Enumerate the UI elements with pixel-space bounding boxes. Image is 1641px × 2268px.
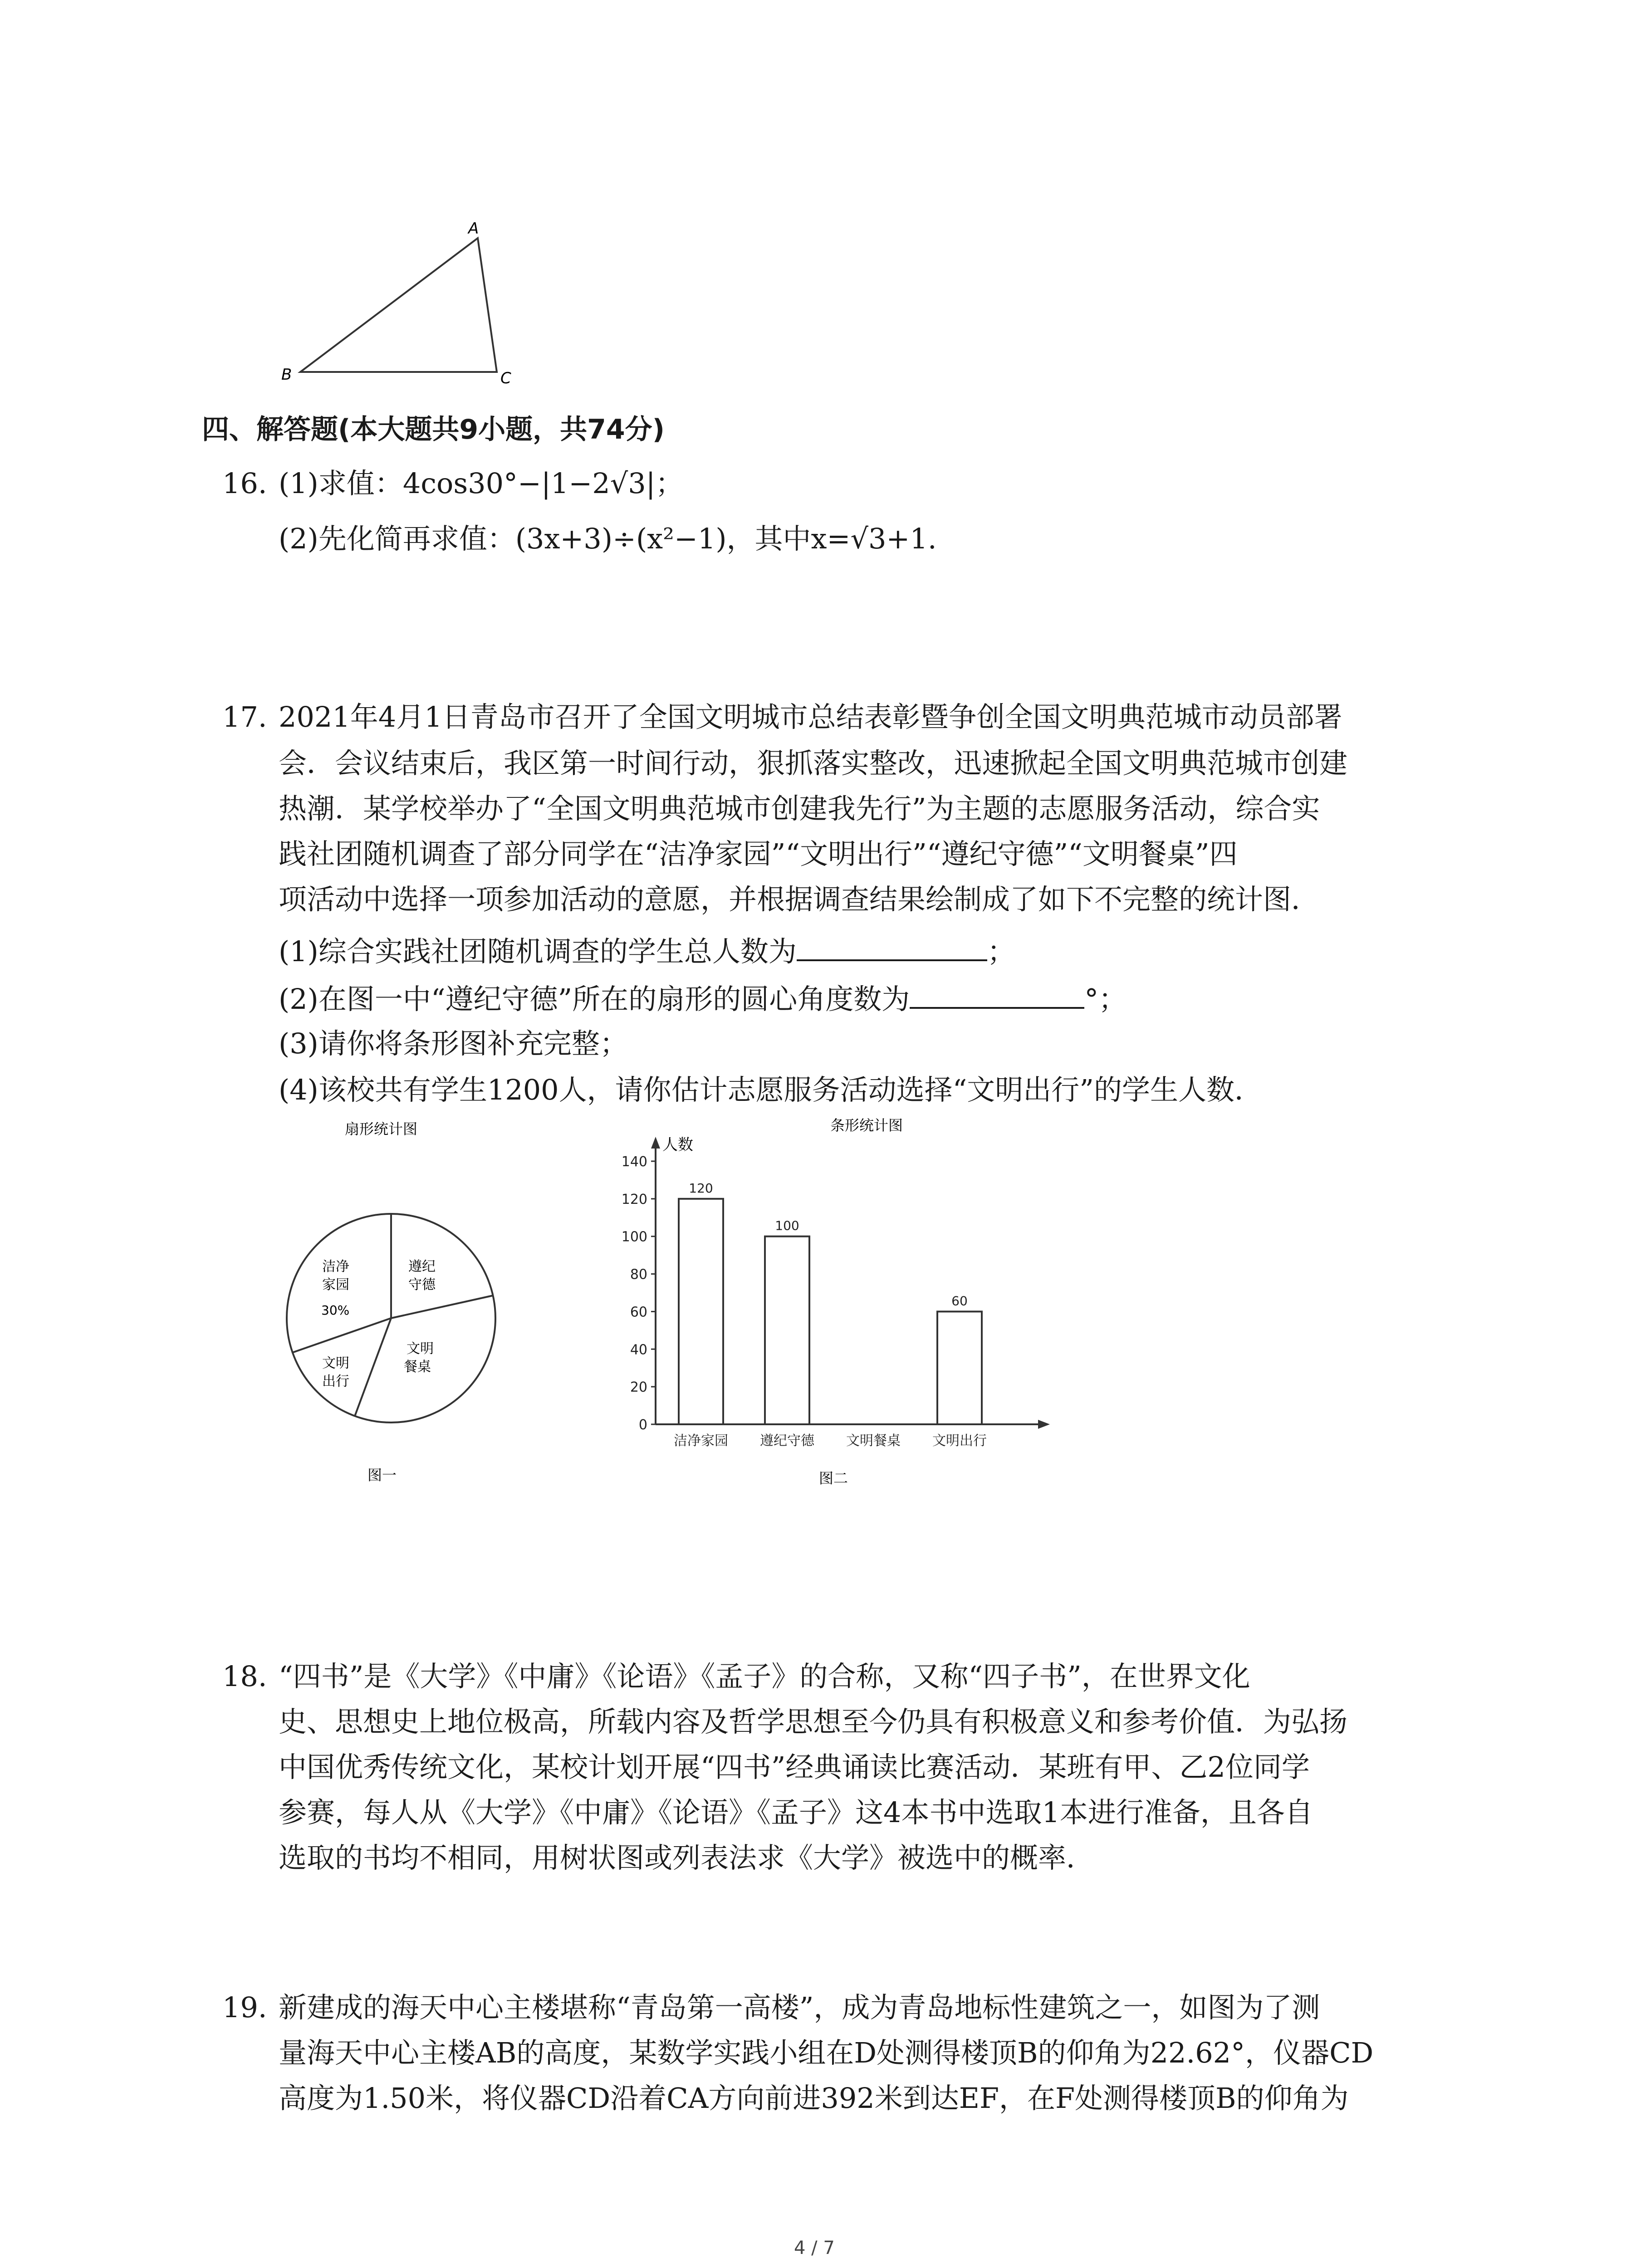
bar-value-label: 120 (689, 1180, 713, 1196)
q17-answer-blank-1[interactable] (797, 937, 987, 961)
bar-chart-ylabel: 人数 (662, 1136, 693, 1154)
vertex-c-label: C (500, 369, 511, 387)
q18-text-line: 史、思想史上地位极高，所载内容及哲学思想至今仍具有积极意义和参考价值．为弘扬 (279, 1705, 1348, 1738)
pie-label-jiejing-1: 洁净 (322, 1259, 349, 1275)
q17-text-line: 2021年4月1日青岛市召开了全国文明城市总结表彰暨争创全国文明典范城市动员部署 (279, 700, 1342, 733)
q16-part2: (2)先化简再求值：(3x+3)÷(x²−1)，其中x=√3+1. (279, 522, 937, 555)
pie-label-chuxing-2: 出行 (322, 1374, 349, 1389)
q17-text-line: 会．会议结束后，我区第一时间行动，狠抓落实整改，迅速掀起全国文明典范城市创建 (279, 747, 1348, 780)
y-tick-label: 40 (630, 1342, 647, 1358)
vertex-a-label: A (468, 220, 479, 238)
y-tick-label: 100 (621, 1229, 647, 1245)
pie-label-canzhuo-1: 文明 (407, 1341, 434, 1357)
q19-number: 19. (222, 1991, 267, 2024)
vertex-b-label: B (281, 366, 292, 384)
q16-number: 16. (222, 467, 267, 500)
pie-chart-caption: 图一 (367, 1466, 397, 1484)
pie-chart (272, 1111, 508, 1488)
q17-sub1-text: (1)综合实践社团随机调查的学生总人数为 (279, 935, 797, 968)
bar-value-label: 100 (775, 1218, 799, 1233)
q18-text-line: 中国优秀传统文化，某校计划开展“四书”经典诵读比赛活动．某班有甲、乙2位同学 (279, 1750, 1310, 1784)
x-tick-label: 文明出行 (932, 1433, 987, 1449)
pie-label-jiejing-pct: 30% (321, 1303, 350, 1318)
q18-text-line: 参赛，每人从《大学》《中庸》《论语》《孟子》这4本书中选取1本进行准备，且各自 (279, 1796, 1313, 1829)
q17-sub1 (279, 937, 1015, 966)
q17-text-line: 践社团随机调查了部分同学在“洁净家园”“文明出行”“遵纪守德”“文明餐桌”四 (279, 837, 1238, 870)
pie-label-zunji-1: 遵纪 (408, 1259, 436, 1275)
y-tick-label: 80 (630, 1266, 647, 1283)
triangle-figure (272, 218, 526, 390)
y-tick-label: 140 (621, 1154, 647, 1170)
q17-sub4: (4)该校共有学生1200人，请你估计志愿服务活动选择“文明出行”的学生人数． (279, 1073, 1263, 1106)
pie-label-jiejing-2: 家园 (322, 1277, 349, 1293)
q17-text-line: 热潮．某学校举办了“全国文明典范城市创建我先行”为主题的志愿服务活动，综合实 (279, 792, 1320, 825)
x-tick-label: 洁净家园 (674, 1433, 728, 1449)
pie-divider-chuxing-jiejing (292, 1318, 391, 1353)
triangle-abc (300, 238, 497, 372)
bar-chart-title: 条形统计图 (830, 1117, 903, 1134)
y-axis-arrow (651, 1137, 660, 1149)
q18-text-line: “四书”是《大学》《中庸》《论语》《孟子》的合称，又称“四子书”，在世界文化 (279, 1660, 1250, 1693)
q17-sub2-end: °； (1084, 982, 1127, 1016)
y-tick-label: 60 (630, 1304, 647, 1320)
q19-text-line: 新建成的海天中心主楼堪称“青岛第一高楼”，成为青岛地标性建筑之一，如图为了测 (279, 1991, 1320, 2024)
q16-part1: (1)求值：4cos30°−|1−2√3|； (279, 467, 684, 500)
y-tick-label: 20 (630, 1379, 647, 1396)
x-tick-label: 遵纪守德 (760, 1433, 814, 1449)
page-number: 4 / 7 (794, 2238, 835, 2258)
pie-label-zunji-2: 守德 (408, 1277, 436, 1293)
y-tick-label: 120 (621, 1191, 647, 1207)
pie-label-chuxing-1: 文明 (322, 1355, 349, 1371)
q17-sub2 (279, 982, 1127, 1016)
x-tick-label: 文明餐桌 (846, 1433, 901, 1449)
section-heading: 四、解答题(本大题共9小题，共74分) (202, 414, 665, 445)
q17-number: 17. (222, 700, 267, 733)
q17-sub2-text: (2)在图一中“遵纪守德”所在的扇形的圆心角度数为 (279, 982, 910, 1016)
pie-divider-canzhuo-chuxing (355, 1318, 391, 1416)
x-axis-arrow (1038, 1420, 1050, 1429)
q17-text-line: 项活动中选择一项参加活动的意愿，并根据调查结果绘制成了如下不完整的统计图． (279, 883, 1320, 916)
bar-chart (608, 1107, 1053, 1497)
bar (765, 1237, 809, 1424)
q17-answer-blank-2[interactable] (910, 984, 1084, 1009)
bar (679, 1199, 723, 1424)
q17-sub1-end: ； (987, 935, 1015, 968)
bar-value-label: 60 (951, 1293, 968, 1309)
q18-text-line: 选取的书均不相同，用树状图或列表法求《大学》被选中的概率． (279, 1841, 1095, 1874)
q19-text-line: 量海天中心主楼AB的高度，某数学实践小组在D处测得楼顶B的仰角为22.62°，仪器CD (279, 2036, 1374, 2069)
pie-divider-zunji-canzhuo (391, 1295, 493, 1318)
q18-number: 18. (222, 1660, 267, 1693)
pie-label-canzhuo-2: 餐桌 (404, 1359, 431, 1375)
y-tick-label: 0 (638, 1417, 647, 1433)
pie-chart-title: 扇形统计图 (345, 1120, 418, 1138)
bar (937, 1311, 982, 1424)
q19-text-line: 高度为1.50米，将仪器CD沿着CA方向前进392米到达EF，在F处测得楼顶B的仰角为 (279, 2082, 1349, 2115)
q17-sub3: (3)请你将条形图补充完整； (279, 1027, 628, 1060)
bar-chart-caption: 图二 (819, 1470, 848, 1487)
